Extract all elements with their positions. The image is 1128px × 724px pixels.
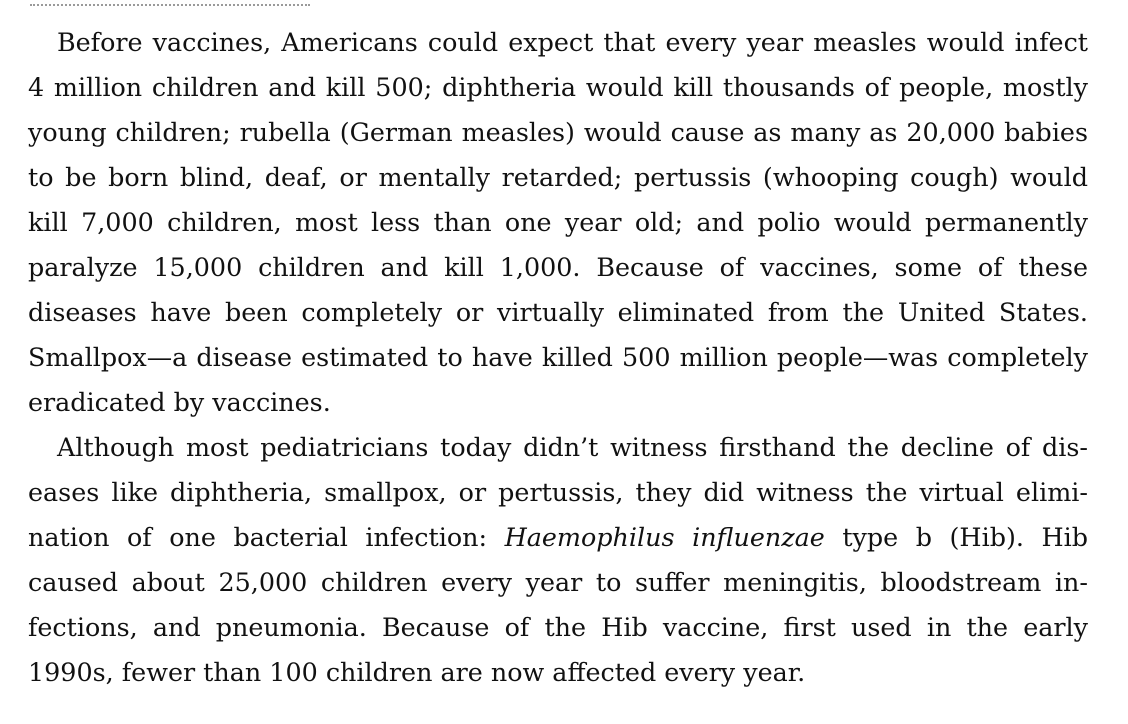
paragraph-hib-text-after: type b (Hib). Hib caused about 25,000 children every year to suffer meningitis, bloodstream infections, and pneumonia. Because of the Hib vaccine, first used in the early 1990s, fewer than 100 children are now affected every year. (28, 522, 1089, 687)
species-name-italic: Haemophilus influenzae (504, 522, 825, 552)
top-divider-rule (30, 0, 310, 6)
document-body (28, 20, 1088, 695)
paragraph-hib-infection (28, 425, 1088, 695)
paragraph-hib-text-before: Although most pediatricians today didn’t witness firsthand the decline of diseases like diphtheria, smallpox, or pertussis, they did witness the virtual elimination of one bacterial infection: (28, 432, 1088, 552)
paragraph-vaccines-history: Before vaccines, Americans could expect that every year measles would infect 4 million children and kill 500; diphtheria would kill thousands of people, mostly young children; rubella (German measles) would cause as many as 20,000 babies to be born blind, deaf, or mentally retarded; pertussis (whooping cough) would kill 7,000 children, most less than one year old; and polio would permanently paralyze 15,000 children and kill 1,000. Because of vaccines, some of these diseases have been completely or virtually eliminated from the United States. Smallpox—a disease estimated to have killed 500 million people—was completely eradicated by vaccines. (28, 27, 1088, 417)
